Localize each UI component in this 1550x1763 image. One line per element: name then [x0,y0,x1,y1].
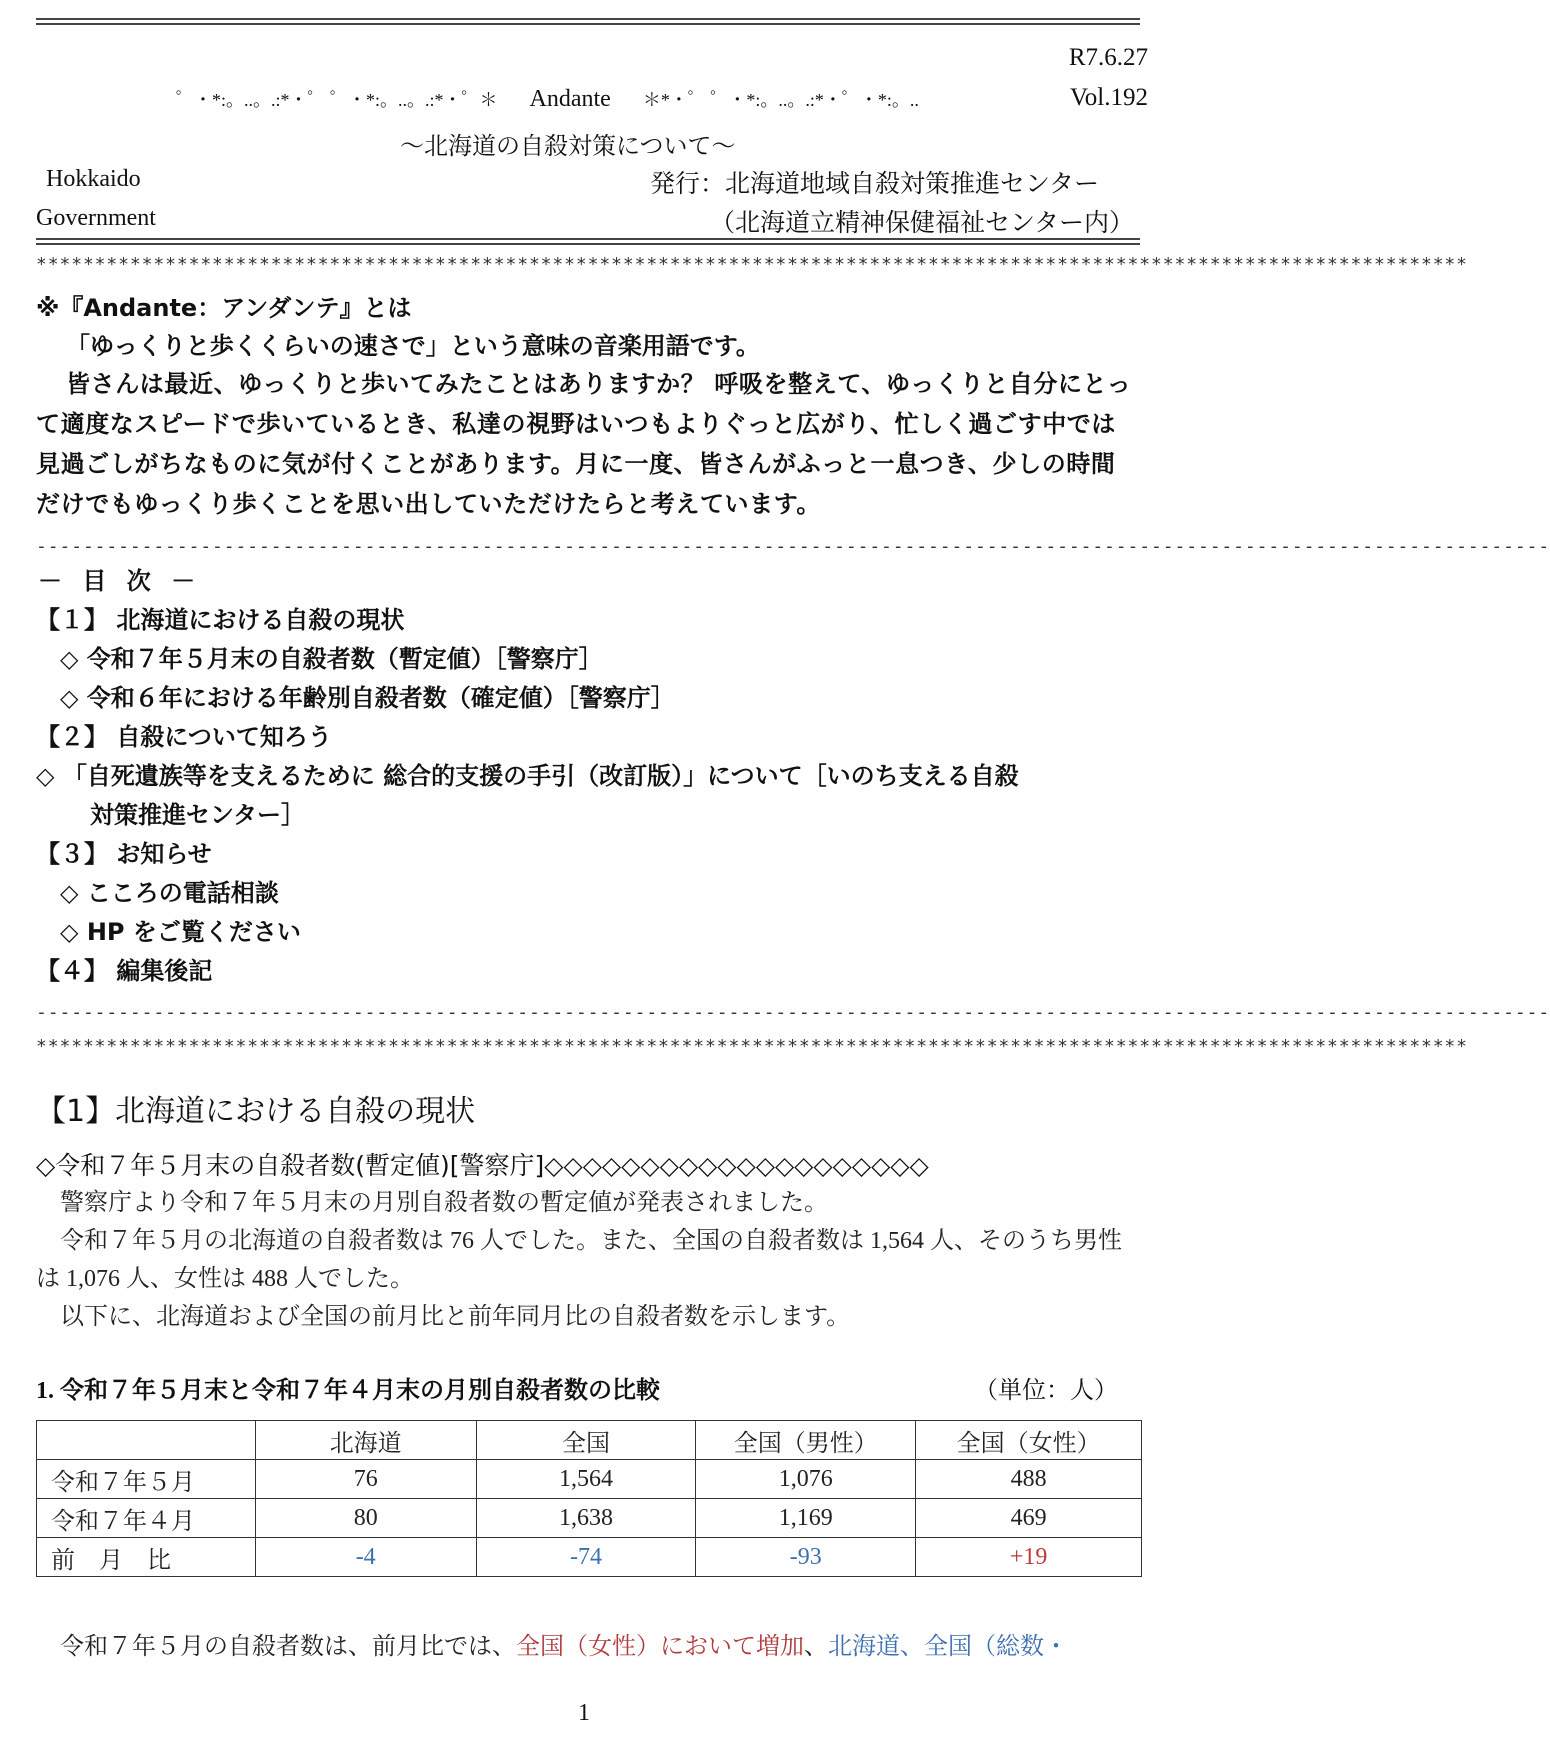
table-cell-change: +19 [916,1538,1142,1577]
title-decoration-left: ゜・*:。..。.:*・゜ ゜・*:。..。.:*・゜＊ [176,90,498,110]
table-header-cell: 全国 [476,1421,696,1460]
top-double-rule [36,18,1140,25]
table-cell: 76 [255,1460,476,1499]
intro-paragraph: 皆さんは最近、ゆっくりと歩いてみたことはありますか？ 呼吸を整えて、ゆっくりと自分にとって適度なスピードで歩いているとき、私達の視野はいつもよりぐっと広がり、忙しく過ごす中では見過ごしがちなものに気が付くことがあります。月に一度、皆さんがふっと一息つき、少しの時間だけでもゆっくり歩くことを思い出していただけたらと考えています。 [36,370,1132,518]
table-cell: 1,638 [476,1499,696,1538]
table-header-cell: 全国（女性） [916,1421,1142,1460]
table-cell: 1,564 [476,1460,696,1499]
publisher-line2: （北海道立精神保健福祉センター内） [710,210,1135,237]
table-header-cell [37,1421,256,1460]
table-cell: 488 [916,1460,1142,1499]
table-cell-change: -74 [476,1538,696,1577]
table-row-label: 令和７年５月 [37,1460,256,1499]
issue-volume: Vol.192 [1069,84,1148,111]
intro-heading: ※『Andante：アンダンテ』とは [36,294,412,322]
table-row [37,1460,1142,1499]
table-header-row [37,1421,1142,1460]
toc-title: － 目 次 － [38,567,202,595]
dash-separator-2: --------------------------------------------------------------------------------------------------------------------------------- [36,1002,1550,1023]
table-cell: 469 [916,1499,1142,1538]
toc-item: ◇ 令和７年５月末の自殺者数（暫定値）［警察庁］ [60,645,603,673]
table-header-cell: 全国（男性） [696,1421,916,1460]
star-separator: ************************************************************************************************************************** [36,254,1468,275]
table-header-cell: 北海道 [255,1421,476,1460]
comparison-table [36,1420,1142,1577]
page-number: 1 [578,1700,590,1726]
title-decoration-right: ＊*・゜ ゜・*:。..。.:*・゜・*:。.. [642,90,919,110]
header-double-rule [36,238,1140,245]
summary-prefix: 令和７年５月の自殺者数は、前月比では、 [60,1634,516,1660]
table-cell: 1,076 [696,1460,916,1499]
table-cell: 1,169 [696,1499,916,1538]
toc-item: 【２】 自殺について知ろう [36,723,332,751]
title-line [176,86,919,113]
newsletter-title: Andante [529,86,611,112]
newsletter-subtitle: 〜北海道の自殺対策について〜 [400,134,736,160]
publisher-line1: 発行：北海道地域自殺対策推進センター [650,171,1100,198]
summary-decrease-text: 北海道、全国（総数・ [828,1634,1068,1660]
toc-item: ◇ 「自死遺族等を支えるために 総合的支援の手引（改訂版）」について［いのち支える自殺 [36,762,1019,790]
table-of-contents [36,562,1019,991]
table-title: 1. 令和７年５月末と令和７年４月末の月別自殺者数の比較 [36,1378,660,1404]
toc-item: ◇ 令和６年における年齢別自殺者数（確定値）［警察庁］ [60,684,675,712]
toc-item: 【３】 お知らせ [36,840,212,868]
org-name-line1: Hokkaido [46,166,141,192]
toc-item: 対策推進センター］ [90,801,306,829]
toc-item: ◇ こころの電話相談 [60,879,279,907]
toc-item: 【４】 編集後記 [36,957,213,985]
summary-increase-text: 全国（女性）において増加 [516,1634,804,1660]
org-name-line2: Government [36,205,156,231]
summary-sentence [60,1626,1068,1661]
intro-line1: 「ゆっくりと歩くくらいの速さで」という意味の音楽用語です。 [66,332,760,360]
section1-heading: 【1】北海道における自殺の現状 [36,1094,476,1129]
section1-paragraph-3: 以下に、北海道および全国の前月比と前年同月比の自殺者数を示します。 [60,1304,851,1330]
toc-item: 【１】 北海道における自殺の現状 [36,606,405,634]
star-separator-2: ************************************************************************************************************************** [36,1036,1468,1057]
summary-separator: 、 [804,1634,828,1660]
table-cell-change: -93 [696,1538,916,1577]
toc-item: ◇ HP をご覧ください [60,918,301,946]
dash-separator-1: --------------------------------------------------------------------------------------------------------------------------------- [36,536,1550,557]
section1-paragraph-2: 令和７年５月の北海道の自殺者数は 76 人でした。また、全国の自殺者数は 1,564 人、そのうち男性は 1,076 人、女性は 488 人でした。 [36,1228,1122,1292]
table-row [37,1538,1142,1577]
table-row-label: 令和７年４月 [37,1499,256,1538]
section1-paragraph-1: 警察庁より令和７年５月末の月別自殺者数の暫定値が発表されました。 [60,1190,828,1216]
section1-subheading: ◇令和７年５月末の自殺者数(暫定値)[警察庁]◇◇◇◇◇◇◇◇◇◇◇◇◇◇◇◇◇◇◇◇ [36,1151,929,1180]
issue-date: R7.6.27 [1068,44,1148,71]
table-unit: （単位：人） [974,1378,1118,1404]
table-row [37,1499,1142,1538]
table-cell-change: -4 [255,1538,476,1577]
table-row-label: 前 月 比 [37,1538,256,1577]
table-cell: 80 [255,1499,476,1538]
